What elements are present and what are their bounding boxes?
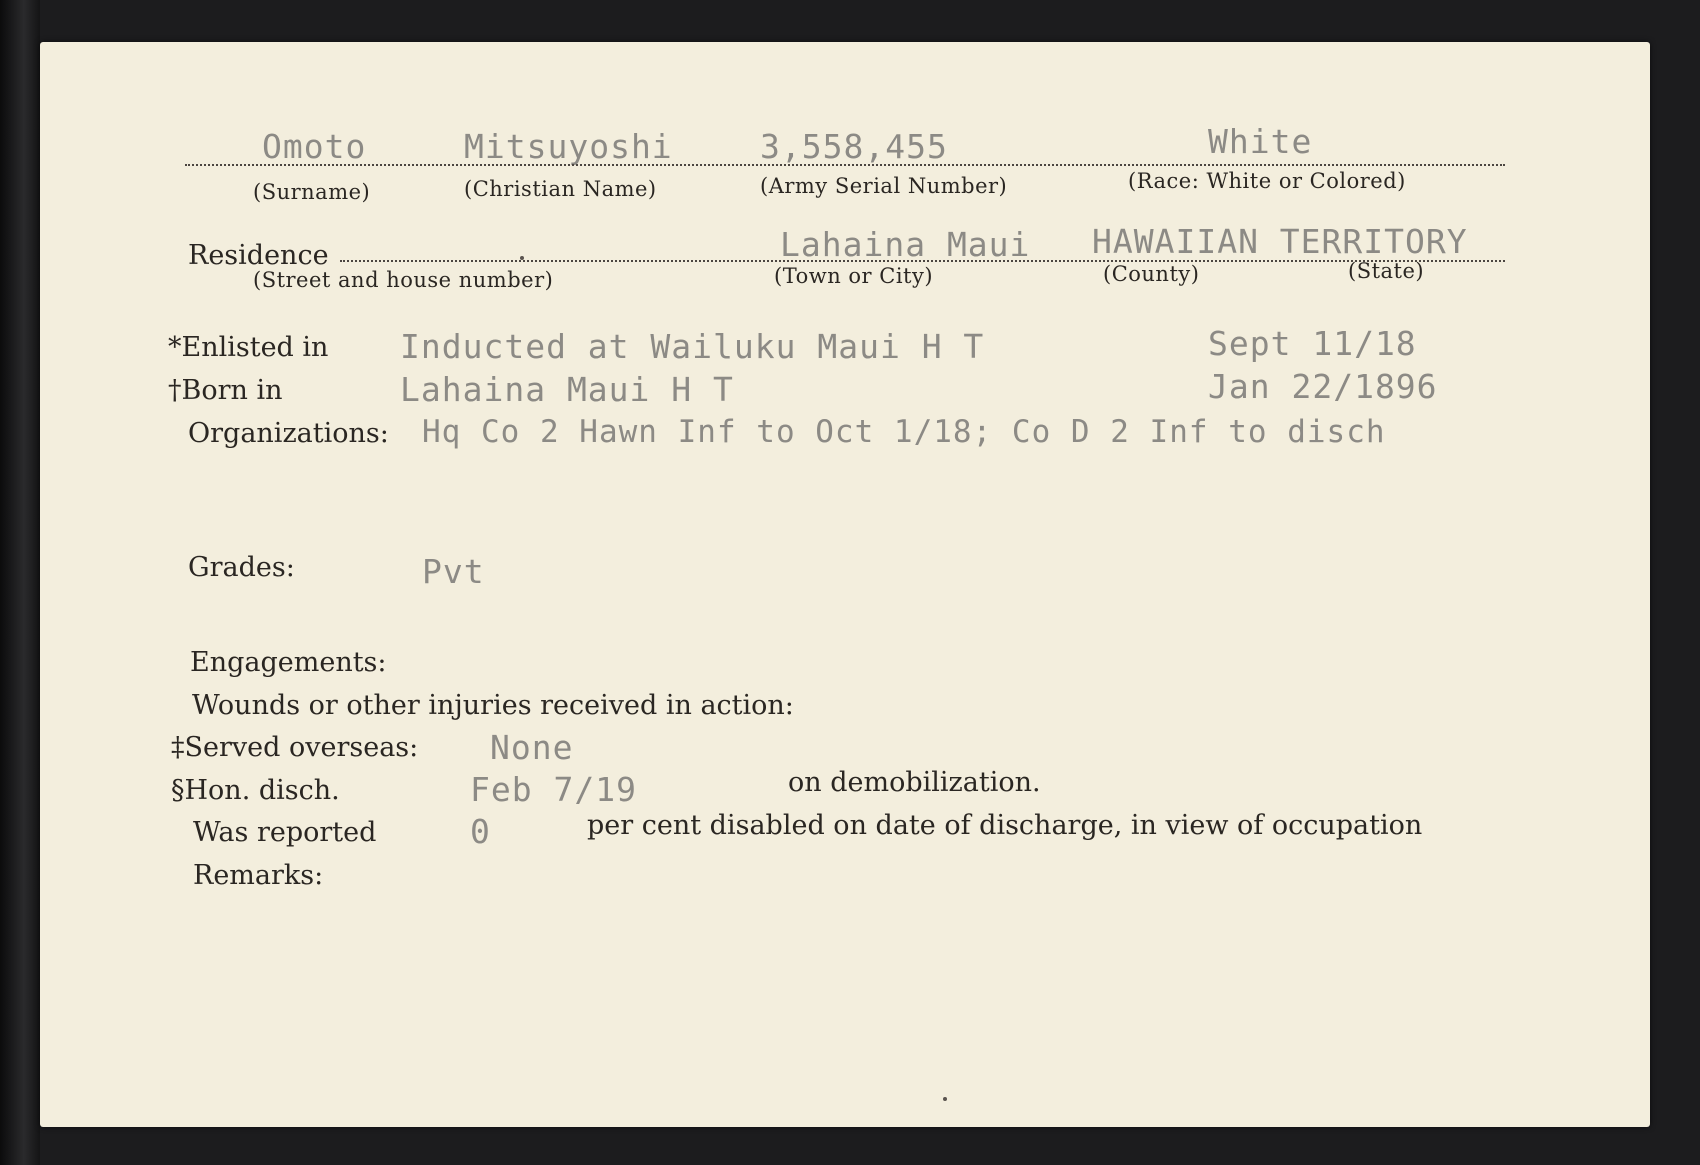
hon-disch-date: Feb 7/19 bbox=[470, 770, 637, 809]
serial-number-value: 3,558,455 bbox=[760, 127, 948, 166]
state-caption: (State) bbox=[1348, 259, 1425, 283]
born-date: Jan 22/1896 bbox=[1208, 367, 1438, 406]
residence-town-value: Lahaina Maui bbox=[780, 225, 1031, 264]
serial-number-caption: (Army Serial Number) bbox=[760, 174, 1008, 198]
wounds-label: Wounds or other injuries received in action: bbox=[192, 690, 794, 721]
enlisted-value: Inducted at Wailuku Maui H T bbox=[400, 327, 985, 366]
born-value: Lahaina Maui H T bbox=[400, 370, 734, 409]
residence-state-value: HAWAIIAN TERRITORY bbox=[1092, 222, 1468, 261]
grades-value: Pvt bbox=[422, 552, 485, 591]
service-record-card bbox=[40, 42, 1650, 1127]
residence-dotted-line bbox=[340, 260, 1505, 262]
hon-disch-label: §Hon. disch. bbox=[171, 775, 340, 806]
engagements-label: Engagements: bbox=[190, 647, 387, 678]
town-caption: (Town or City) bbox=[774, 264, 934, 288]
race-value: White bbox=[1208, 122, 1313, 161]
binder-edge bbox=[0, 0, 40, 1165]
was-reported-label: Was reported bbox=[193, 817, 377, 848]
stray-mark-bottom bbox=[943, 1097, 947, 1101]
enlisted-label: *Enlisted in bbox=[168, 332, 329, 363]
race-caption: (Race: White or Colored) bbox=[1128, 169, 1406, 193]
residence-label: Residence bbox=[188, 240, 329, 271]
born-label: †Born in bbox=[168, 375, 283, 406]
christian-name-caption: (Christian Name) bbox=[464, 177, 657, 201]
surname-caption: (Surname) bbox=[253, 180, 371, 204]
county-caption: (County) bbox=[1103, 262, 1200, 286]
organizations-label: Organizations: bbox=[188, 418, 389, 449]
served-overseas-label: ‡Served overseas: bbox=[171, 732, 419, 763]
street-caption: (Street and house number) bbox=[253, 268, 554, 292]
enlisted-date: Sept 11/18 bbox=[1208, 324, 1417, 363]
demobilization-text: on demobilization. bbox=[788, 767, 1041, 798]
christian-name-value: Mitsuyoshi bbox=[464, 127, 673, 166]
served-overseas-value: None bbox=[490, 728, 574, 767]
organizations-value: Hq Co 2 Hawn Inf to Oct 1/18; Co D 2 Inf to disch bbox=[422, 414, 1386, 450]
disability-text: per cent disabled on date of discharge, in view of occupation bbox=[587, 810, 1423, 841]
surname-value: Omoto bbox=[262, 127, 367, 166]
header-dotted-line bbox=[185, 164, 1505, 166]
stray-mark bbox=[520, 256, 524, 260]
grades-label: Grades: bbox=[188, 552, 295, 583]
remarks-label: Remarks: bbox=[193, 860, 324, 891]
disability-percent-value: 0 bbox=[470, 812, 491, 851]
